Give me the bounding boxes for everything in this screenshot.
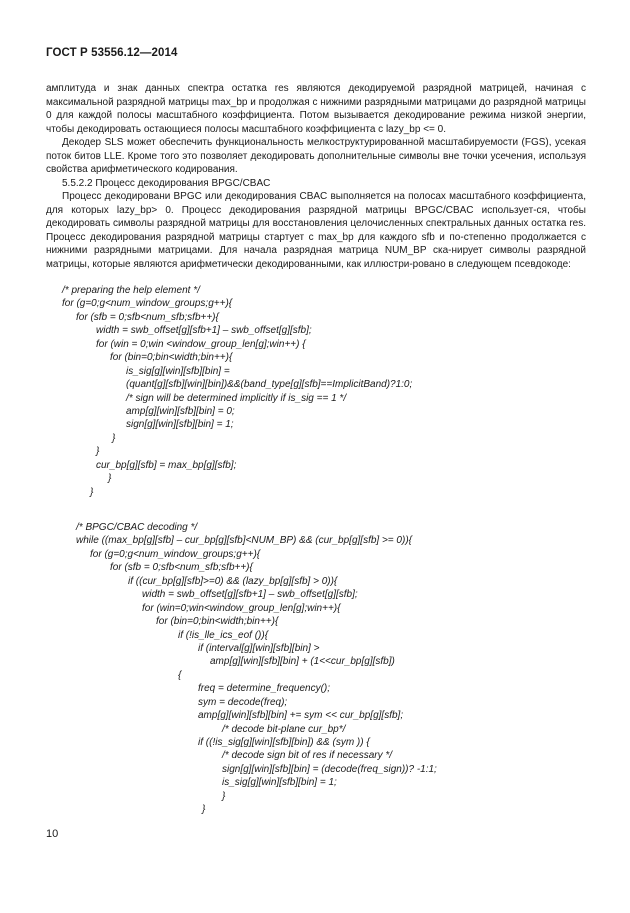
code-line: sym = decode(freq);	[198, 696, 288, 708]
code-line: sign[g][win][sfb][bin] = 1;	[126, 419, 234, 431]
code-line: while ((max_bp[g][sfb] – cur_bp[g][sfb]<NUM_BP) && (cur_bp[g][sfb] >= 0)){	[76, 535, 412, 547]
code-line: }	[112, 432, 116, 444]
code-line: }	[222, 790, 226, 802]
paragraph-amplitude: амплитуда и знак данных спектра остатка res являются декодируемой разрядной матрицей, начиная с максимальной разрядной матрицы max_bp и продолжая с нижними разрядными матрицами до разрядной матрицы 0 для каждой полосы масштабного коэффициента. Потом вызывается декодирование режима низкой энергии, чтобы декодировать остающиеся полосы масштабного коэффициента с lazy_bp <= 0.	[46, 83, 586, 135]
code-line: cur_bp[g][sfb] = max_bp[g][sfb];	[96, 459, 237, 471]
code-line: amp[g][win][sfb][bin] + (1<<cur_bp[g][sfb])	[210, 656, 395, 668]
code-line: width = swb_offset[g][sfb+1] – swb_offset[g][sfb];	[96, 325, 312, 337]
code-line: freq = determine_frequency();	[198, 683, 331, 695]
code-line: for (bin=0;bin<width;bin++){	[110, 352, 233, 364]
code-line: is_sig[g][win][sfb][bin] =	[126, 365, 230, 377]
paragraph-sls-decoder: Декодер SLS может обеспечить функциональность мелкоструктурированной масштабируемости (FGS), усекая поток битов LLE. Кроме того это позволяет декодировать дополнительные символы вне точки усечения, используя свойства арифметического кодирования.	[46, 137, 586, 175]
pseudocode-block	[46, 284, 606, 817]
code-line: if (!is_lle_ics_eof ()){	[178, 629, 269, 641]
code-line: for (win = 0;win <window_group_len[g];win++) {	[96, 338, 306, 350]
code-line: {	[178, 669, 182, 681]
code-line: width = swb_offset[g][sfb+1] – swb_offset[g][sfb];	[142, 589, 358, 601]
code-line: }	[96, 446, 100, 458]
page-number: 10	[46, 828, 59, 840]
code-line: }	[108, 473, 112, 485]
code-line: for (g=0;g<num_window_groups;g++){	[62, 298, 233, 310]
code-line: for (sfb = 0;sfb<num_sfb;sfb++){	[110, 562, 253, 574]
code-line: }	[90, 486, 94, 498]
code-line: /* decode bit-plane cur_bp*/	[222, 723, 346, 735]
code-line: amp[g][win][sfb][bin] += sym << cur_bp[g][sfb];	[198, 710, 404, 722]
code-line: for (win=0;win<window_group_len[g];win++){	[142, 602, 341, 614]
standard-header: ГОСТ Р 53556.12—2014	[46, 47, 178, 59]
code-line: /* sign will be determined implicitly if is_sig == 1 */	[126, 392, 347, 404]
code-line: for (g=0;g<num_window_groups;g++){	[90, 548, 261, 560]
section-heading-5-5-2-2: 5.5.2.2 Процесс декодирования BPGC/CBAC	[62, 177, 271, 189]
code-gap	[46, 499, 606, 521]
code-line: amp[g][win][sfb][bin] = 0;	[126, 405, 235, 417]
code-line: /* preparing the help element */	[62, 285, 200, 296]
code-line: if (interval[g][win][sfb][bin] >	[198, 642, 320, 654]
code-line: for (sfb = 0;sfb<num_sfb;sfb++){	[76, 311, 219, 323]
code-line: }	[202, 804, 206, 816]
code-line: sign[g][win][sfb][bin] = (decode(freq_sign))? -1:1;	[222, 763, 437, 775]
paragraph-bpgc-process: Процесс декодировани BPGC или декодирования CBAC выполняется на полосах масштабного коэффициента, для которых lazy_bp> 0. Процесс декодирования разрядной матрицы BPGC/CBAC использует-ся, чтобы декодировать символы разрядной матрицы для восстановления целочисленных спектральных данных остатка res. Процесс декодирования разрядной матрицы стартует с max_bp для каждого sfb и по-степенно продолжается с нижними разрядными матрицами. Для начала разрядная матрица NUM_BP ска-нирует символы разрядной матрицы, которые являются арифметически декодированными, как иллюстри-ровано в следующем псевдокоде:	[46, 191, 586, 270]
code-line: is_sig[g][win][sfb][bin] = 1;	[222, 777, 337, 789]
code-line: (quant[g][sfb][win][bin])&&(band_type[g][sfb]==ImplicitBand)?1:0;	[126, 379, 413, 391]
code-line: /* decode sign bit of res if necessary */	[222, 750, 393, 762]
code-line: /* BPGC/CBAC decoding */	[76, 522, 198, 533]
code-line: if ((cur_bp[g][sfb]>=0) && (lazy_bp[g][sfb] > 0)){	[128, 575, 338, 587]
code-line: if ((!is_sig[g][win][sfb][bin]) && (sym )) {	[198, 737, 370, 748]
code-line: for (bin=0;bin<width;bin++){	[156, 616, 279, 628]
body-text	[46, 82, 586, 271]
